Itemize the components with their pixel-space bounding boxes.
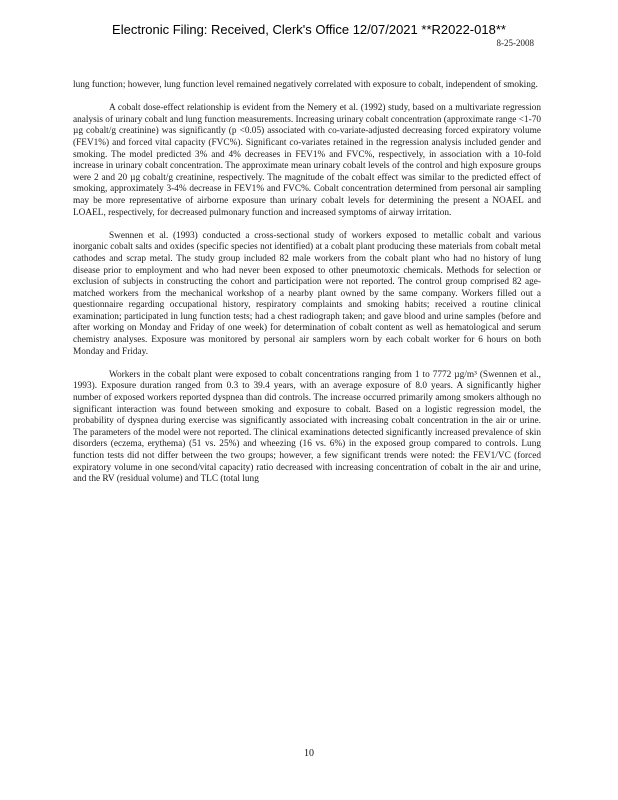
paragraph-4: Workers in the cobalt plant were exposed to cobalt concentrations ranging from 1 to 7772 µg/m³ (Swennen et al., 1993). Exposure duration ranged from 0.3 to 39.4 years, with an average exposure of 8.0 years. A significantly higher number of exposed workers reported dyspnea than did controls. The increase occurred primarily among smokers although no significant interaction was found between smoking and exposure to cobalt. Based on a logistic regression model, the probability of dyspnea during exercise was significantly associated with increasing cobalt concentration in the air or urine. The parameters of the model were not reported. The clinical examinations detected significantly increased prevalence of skin disorders (eczema, erythema) (51 vs. 25%) and wheezing (16 vs. 6%) in the exposed group compared to controls. Lung function tests did not differ between the two groups; however, a few significant trends were noted: the FEV1/VC (forced expiratory volume in one second/vital capacity) ratio decreased with increasing concentration of cobalt in the air and urine, and the RV (residual volume) and TLC (total lung bbox=[73, 369, 541, 485]
paragraph-3: Swennen et al. (1993) conducted a cross-sectional study of workers exposed to metallic cobalt and various inorganic cobalt salts and oxides (specific species not identified) at a cobalt plant producing these materials from cobalt metal cathodes and scrap metal. The study group included 82 male workers from the cobalt plant who had no history of lung disease prior to employment and who had never been exposed to other pneumotoxic chemicals. Methods for selection or exclusion of subjects in constructing the cohort and participation were not reported. The control group comprised 82 age-matched workers from the mechanical workshop of a nearby plant owned by the same company. Workers filled out a questionnaire regarding occupational history, respiratory complaints and smoking habits; received a routine clinical examination; participated in lung function tests; had a chest radiograph taken; and gave blood and urine samples (before and after working on Monday and Friday of one week) for determination of cobalt content as well as hematological and serum chemistry analyses. Exposure was monitored by personal air samplers worn by each cobalt worker for 6 hours on both Monday and Friday. bbox=[73, 230, 541, 357]
document-date: 8-25-2008 bbox=[496, 38, 534, 48]
page-number: 10 bbox=[304, 748, 314, 759]
document-body bbox=[73, 80, 541, 497]
paragraph-1: lung function; however, lung function level remained negatively correlated with exposure to cobalt, independent of smoking. bbox=[73, 80, 538, 90]
paragraph-2: A cobalt dose-effect relationship is evident from the Nemery et al. (1992) study, based on a multivariate regression analysis of urinary cobalt and lung function measurements. Increasing urinary cobalt concentration (approximate range <1-70 µg cobalt/g creatinine) was significantly (p <0.05) associated with co-variate-adjusted decreasing forced expiratory volume (FEV1%) and forced vital capacity (FVC%). Significant co-variates retained in the regression analysis included gender and smoking. The model predicted 3% and 4% decreases in FEV1% and FVC%, respectively, in association with a 10-fold increase in urinary cobalt concentration. The approximate mean urinary cobalt levels of the control and high exposure groups were 2 and 20 µg cobalt/g creatinine, respectively. The magnitude of the cobalt effect was similar to the predicted effect of smoking, approximately 3-4% decrease in FEV1% and FVC%. Cobalt concentration determined from personal air sampling may be more representative of airborne exposure than urinary cobalt levels for determining the present a NOAEL and LOAEL, respectively, for decreased pulmonary function and increased symptoms of airway irritation. bbox=[73, 103, 541, 218]
filing-header: Electronic Filing: Received, Clerk's Office 12/07/2021 **R2022-018** bbox=[112, 22, 506, 37]
